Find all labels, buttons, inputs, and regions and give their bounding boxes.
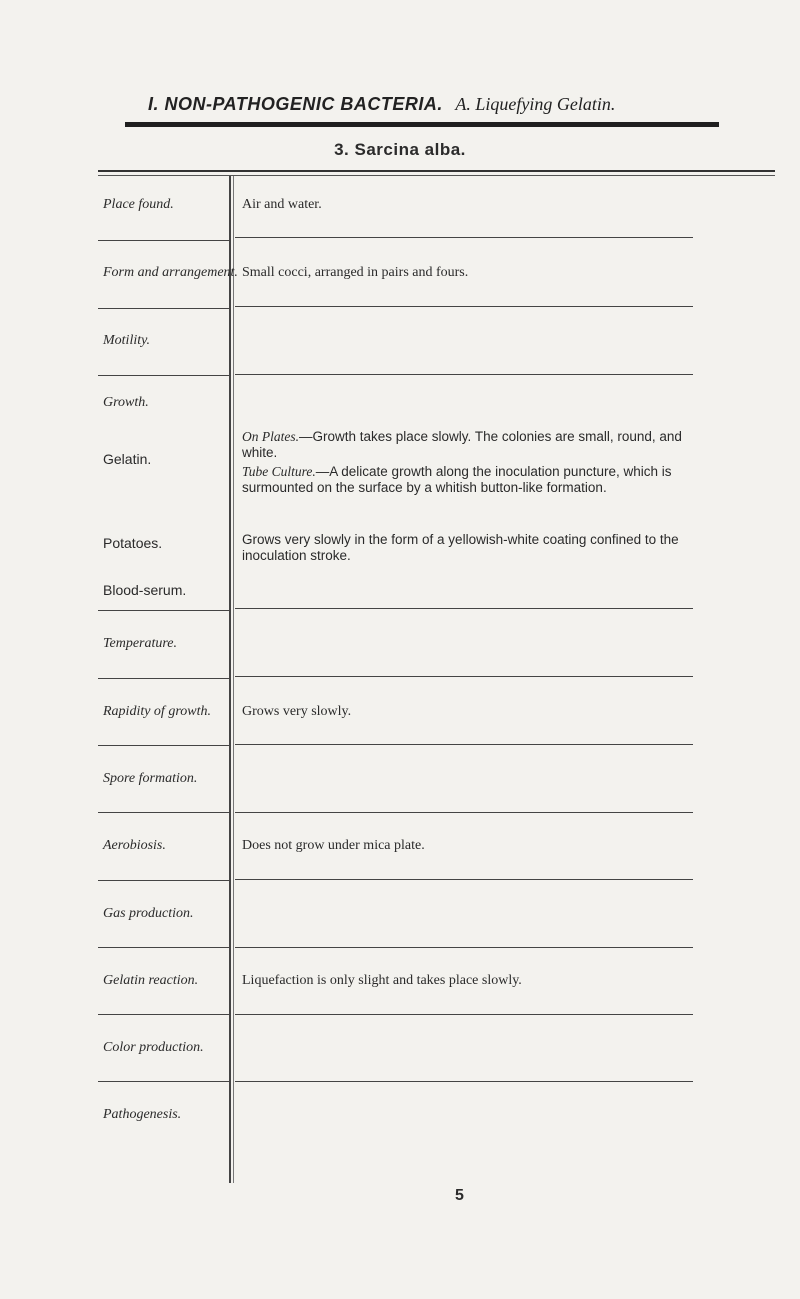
- column-divider: [229, 176, 231, 1183]
- value-aerobiosis: Does not grow under mica plate.: [242, 838, 425, 853]
- plates-body: —Growth takes place slowly. The colonies are small, round, and white.: [242, 429, 682, 460]
- section-heading: I. NON-PATHOGENIC BACTERIA.: [148, 94, 443, 114]
- row-separator: [235, 812, 693, 813]
- running-header: [148, 94, 615, 115]
- growth-plates-text: [242, 429, 697, 461]
- plates-lead: On Plates.: [242, 429, 299, 444]
- row-separator: [98, 610, 229, 611]
- label-color-production: Color production.: [103, 1040, 204, 1055]
- row-separator: [235, 676, 693, 677]
- label-temperature: Temperature.: [103, 636, 178, 651]
- value-rapidity: Grows very slowly.: [242, 704, 352, 719]
- label-rapidity: Rapidity of growth.: [103, 704, 211, 719]
- value-form-arrangement: Small cocci, arranged in pairs and fours.: [242, 265, 469, 280]
- row-separator: [98, 1081, 229, 1082]
- row-separator: [98, 375, 229, 376]
- growth-potatoes-text: Grows very slowly in the form of a yellowish-white coating confined to the inoculation stroke.: [242, 532, 679, 563]
- row-separator: [98, 812, 229, 813]
- row-separator: [235, 374, 693, 375]
- row-separator: [98, 880, 229, 881]
- page-title: 3. Sarcina alba.: [334, 140, 466, 159]
- row-separator: [98, 745, 229, 746]
- row-separator: [235, 947, 693, 948]
- label-pathogenesis: Pathogenesis.: [103, 1107, 182, 1122]
- label-growth: Growth.: [103, 395, 149, 410]
- subsection-heading: A. Liquefying Gelatin.: [455, 94, 616, 114]
- row-separator: [235, 1081, 693, 1082]
- header-rule: [125, 122, 719, 127]
- column-divider-thin: [233, 176, 234, 1183]
- label-potatoes: Potatoes.: [103, 535, 163, 551]
- label-gelatin: Gelatin.: [103, 451, 152, 467]
- page-number: 5: [455, 1187, 464, 1204]
- label-aerobiosis: Aerobiosis.: [103, 838, 166, 853]
- row-separator: [98, 678, 229, 679]
- row-separator: [98, 947, 229, 948]
- row-separator: [98, 308, 229, 309]
- row-separator: [235, 879, 693, 880]
- row-separator: [235, 744, 693, 745]
- table-top-rule: [98, 170, 775, 172]
- row-separator: [235, 608, 693, 609]
- growth-tube-text: [242, 464, 697, 496]
- label-motility: Motility.: [103, 333, 151, 348]
- table-top-rule-thin: [98, 175, 775, 176]
- label-gas-production: Gas production.: [103, 906, 194, 921]
- label-gelatin-reaction: Gelatin reaction.: [103, 973, 199, 988]
- label-blood-serum: Blood-serum.: [103, 582, 187, 598]
- row-separator: [98, 1014, 229, 1015]
- row-separator: [98, 240, 229, 241]
- value-place-found: Air and water.: [242, 197, 322, 212]
- row-separator: [235, 237, 693, 238]
- label-spore-formation: Spore formation.: [103, 771, 198, 786]
- tube-body: —A delicate growth along the inoculation puncture, which is surmounted on the surface by a whitish button-like formation.: [242, 464, 672, 495]
- row-separator: [235, 306, 693, 307]
- label-place-found: Place found.: [103, 197, 174, 212]
- label-form-arrangement: Form and arrangement.: [103, 265, 238, 280]
- tube-lead: Tube Culture.: [242, 464, 316, 479]
- row-separator: [235, 1014, 693, 1015]
- value-gelatin-reaction: Liquefaction is only slight and takes place slowly.: [242, 973, 522, 988]
